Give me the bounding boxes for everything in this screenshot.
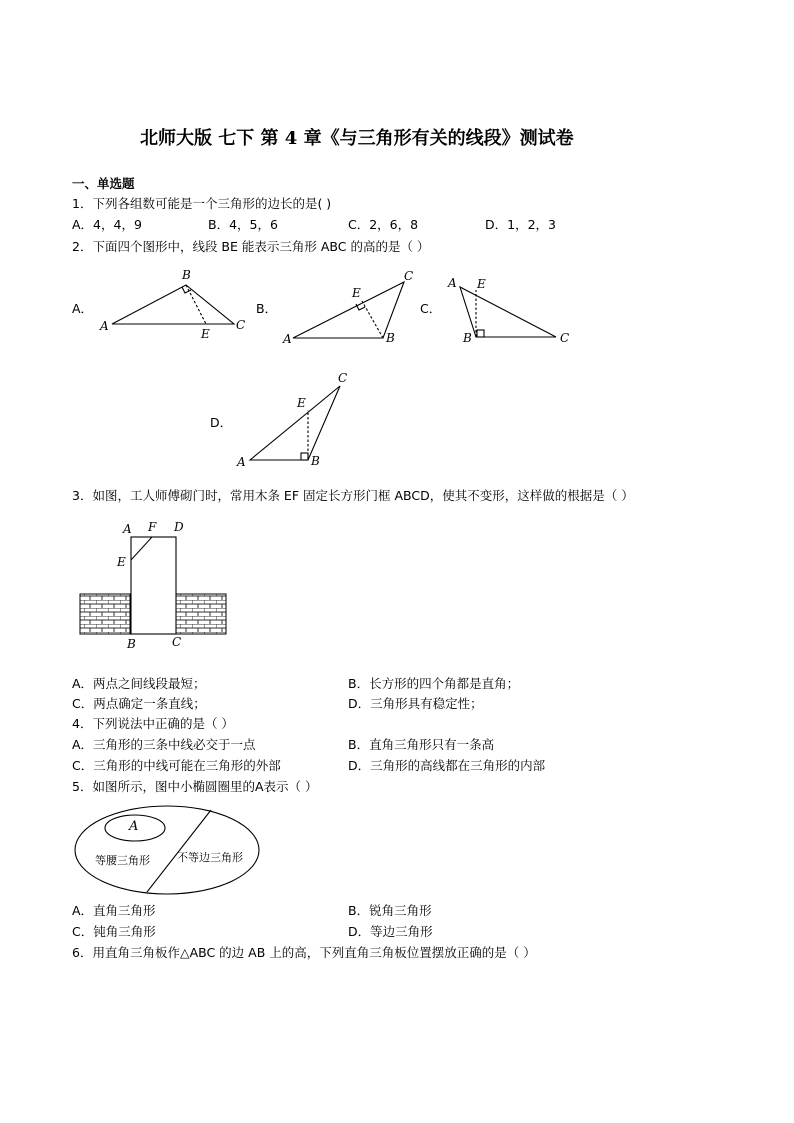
question-2-stem: 2．下面四个图形中，线段 BE 能表示三角形 ABC 的高的是（ ）	[72, 239, 430, 254]
q3-option-c: C．两点确定一条直线；	[72, 696, 206, 711]
question-5-stem: 5．如图所示，图中小椭圆圈里的A表示（ ）	[72, 779, 318, 794]
question-3-stem: 3．如图，工人师傅砌门时，常用木条 EF 固定长方形门框 ABCD，使其不变形，这样做的根据是（ ）	[72, 488, 634, 503]
q4-option-a: A．三角形的三条中线必交于一点	[72, 737, 256, 752]
q1-option-b: B．4，5，6	[208, 217, 278, 232]
q2c-label-a: A	[448, 276, 457, 290]
q2d-label-b: B	[311, 454, 320, 468]
q3-option-a: A．两点之间线段最短；	[72, 676, 206, 691]
q2b-label-a: A	[283, 332, 292, 346]
q2-fig-tag-a: A．	[72, 301, 94, 316]
q4-option-d: D．三角形的高线都在三角形的内部	[348, 758, 546, 773]
q5-inner-label: A	[129, 819, 139, 834]
q2d-label-a: A	[237, 455, 246, 469]
q5-left-label: 等腰三角形	[95, 854, 150, 867]
q2-fig-tag-d: D．	[210, 415, 233, 430]
q2d-label-c: C	[338, 371, 348, 385]
q3-option-d: D．三角形具有稳定性；	[348, 696, 483, 711]
q2c-label-b: B	[463, 331, 472, 345]
q4-option-b: B．直角三角形只有一条高	[348, 737, 495, 752]
q2a-label-b: B	[182, 268, 191, 282]
q2d-label-e: E	[297, 396, 306, 410]
q2-fig-tag-c: C．	[420, 301, 442, 316]
q2a-label-a: A	[100, 319, 109, 333]
q2c-label-e: E	[477, 277, 486, 291]
q3-label-c: C	[172, 635, 182, 649]
q5-option-d: D．等边三角形	[348, 924, 433, 939]
q2-fig-tag-b: B．	[256, 301, 278, 316]
q2a-label-e: E	[201, 327, 210, 341]
question-4-stem: 4．下列说法中正确的是（ ）	[72, 716, 234, 731]
q5-right-label: 不等边三角形	[177, 851, 243, 864]
q3-label-e: E	[117, 555, 126, 569]
q2b-label-e: E	[352, 286, 361, 300]
q2b-label-b: B	[386, 331, 395, 345]
q3-label-b: B	[127, 637, 136, 651]
q5-option-c: C．钝角三角形	[72, 924, 156, 939]
section-heading: 一、单选题	[72, 176, 135, 191]
q5-option-a: A．直角三角形	[72, 903, 156, 918]
q3-label-a: A	[123, 522, 132, 536]
q3-label-f: F	[148, 520, 157, 534]
q1-option-d: D．1，2，3	[485, 217, 556, 232]
q2c-label-c: C	[560, 331, 570, 345]
question-1-stem: 1．下列各组数可能是一个三角形的边长的是( )	[72, 196, 332, 211]
q1-option-c: C．2，6，8	[348, 217, 419, 232]
q2b-label-c: C	[404, 269, 414, 283]
q3-label-d: D	[174, 520, 184, 534]
q5-option-b: B．锐角三角形	[348, 903, 432, 918]
q1-option-a: A．4，4，9	[72, 217, 142, 232]
q4-option-c: C．三角形的中线可能在三角形的外部	[72, 758, 281, 773]
q3-option-b: B．长方形的四个角都是直角；	[348, 676, 520, 691]
question-6-stem: 6．用直角三角板作△ABC 的边 AB 上的高，下列直角三角板位置摆放正确的是（ ）	[72, 945, 536, 960]
page-title: 北师大版 七下 第 4 章《与三角形有关的线段》测试卷	[140, 128, 574, 149]
q2a-label-c: C	[236, 318, 246, 332]
